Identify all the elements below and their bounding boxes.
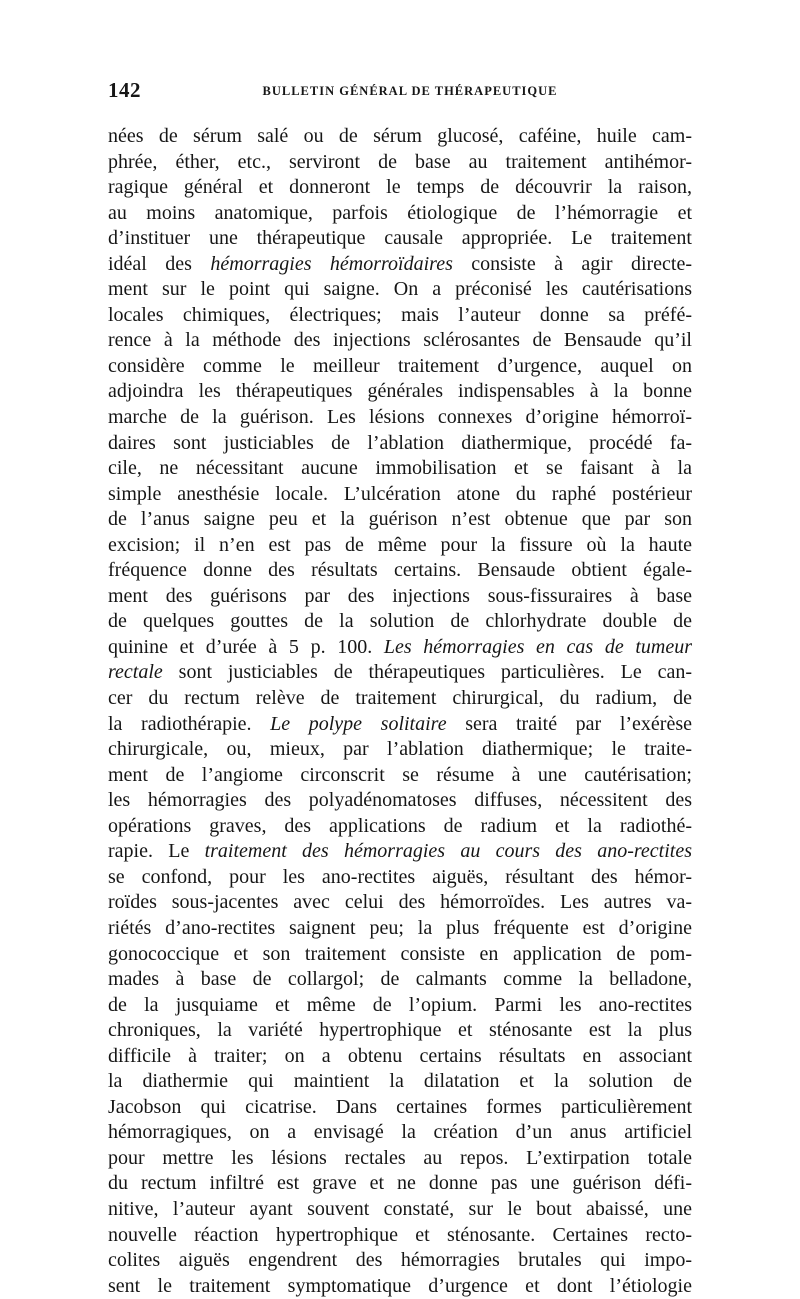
journal-title: BULLETIN GÉNÉRAL DE THÉRAPEUTIQUE: [262, 84, 558, 98]
text-line: [108, 1146, 692, 1172]
text-run: de l’anus saigne peu et la guérison n’est obtenue que par son: [108, 508, 692, 531]
text-run: nées de sérum salé ou de sérum glucosé, caféine, huile cam-: [108, 125, 692, 147]
text-line: [108, 737, 692, 763]
text-run: colites aiguës engendrent des hémorragies brutales qui impo-: [108, 1249, 692, 1272]
text-line: [108, 533, 692, 559]
text-line: [108, 1274, 692, 1299]
text-line: [108, 890, 692, 916]
italic-text: rectale: [108, 661, 163, 684]
text-run: sont justiciables de thérapeutiques particulières. Le can-: [162, 661, 692, 684]
text-run: idéal des: [108, 252, 211, 275]
italic-text: Le polype solitaire: [270, 712, 447, 735]
text-line: [108, 1223, 692, 1249]
text-line: [108, 686, 692, 712]
text-line: [108, 124, 692, 150]
text-run: adjoindra les thérapeutiques générales indispensables à la bonne: [108, 380, 692, 403]
text-line: [108, 431, 692, 457]
text-run: de quelques gouttes de la solution de chlorhydrate double de: [108, 610, 692, 633]
italic-text: Les hémorragies en cas de tumeur: [383, 635, 692, 658]
text-line: [108, 942, 692, 968]
text-run: pour mettre les lésions rectales au repos. L’extirpation totale: [108, 1146, 692, 1169]
text-line: [108, 1018, 692, 1044]
text-run: mades à base de collargol; de calmants comme la belladone,: [108, 968, 692, 991]
text-run: nouvelle réaction hypertrophique et sténosante. Certaines recto-: [108, 1223, 692, 1246]
text-run: de la jusquiame et même de l’opium. Parmi les ano-rectites: [108, 993, 692, 1016]
text-run: gonococcique et son traitement consiste en application de pom-: [108, 942, 692, 965]
text-run: marche de la guérison. Les lésions connexes d’origine hémorroï-: [108, 406, 692, 429]
text-run: la diathermie qui maintient la dilatation et la solution de: [108, 1070, 692, 1093]
text-run: au moins anatomique, parfois étiologique de l’hémorragie et: [108, 201, 692, 224]
text-run: ment sur le point qui saigne. On a préconisé les cautérisations: [108, 278, 692, 301]
running-head: [108, 78, 692, 104]
text-run: riétés d’ano-rectites saignent peu; la plus fréquente est d’origine: [108, 916, 692, 939]
text-run: rapie. Le: [108, 840, 205, 863]
text-line: [108, 507, 692, 533]
text-line: [108, 1095, 692, 1121]
text-run: chroniques, la variété hypertrophique et sténosante est la plus: [108, 1019, 692, 1042]
text-line: [108, 303, 692, 329]
text-run: se confond, pour les ano-rectites aiguës, résultant des hémor-: [108, 865, 692, 888]
text-line: [108, 660, 692, 686]
text-line: [108, 609, 692, 635]
text-run: opérations graves, des applications de radium et la radiothé-: [108, 814, 692, 837]
text-run: du rectum infiltré est grave et ne donne pas une guérison défi-: [108, 1172, 692, 1195]
text-line: [108, 1197, 692, 1223]
text-line: [108, 865, 692, 891]
text-line: [108, 456, 692, 482]
document-page: [108, 78, 692, 1299]
text-run: difficile à traiter; on a obtenu certains résultats en associant: [108, 1044, 692, 1067]
text-line: [108, 763, 692, 789]
text-run: roïdes sous-jacentes avec celui des hémorroïdes. Les autres va-: [108, 891, 692, 914]
text-line: [108, 1248, 692, 1274]
italic-text: hémorragies hémorroïdaires: [210, 252, 453, 275]
text-run: hémorragiques, on a envisagé la création d’un anus artificiel: [108, 1121, 692, 1144]
text-line: [108, 712, 692, 738]
text-line: [108, 150, 692, 176]
text-line: [108, 379, 692, 405]
text-run: d’instituer une thérapeutique causale appropriée. Le traitement: [108, 227, 692, 250]
text-line: [108, 814, 692, 840]
text-line: [108, 1069, 692, 1095]
text-run: phrée, éther, etc., serviront de base au traitement antihémor-: [108, 150, 692, 173]
text-run: ment de l’angiome circonscrit se résume à une cautérisation;: [108, 763, 692, 786]
text-run: cile, ne nécessitant aucune immobilisation et se faisant à la: [108, 457, 692, 480]
text-run: daires sont justiciables de l’ablation diathermique, procédé fa-: [108, 431, 692, 454]
text-line: [108, 226, 692, 252]
text-line: [108, 916, 692, 942]
text-line: [108, 967, 692, 993]
text-run: quinine et d’urée à 5 p. 100.: [108, 635, 384, 658]
text-run: rence à la méthode des injections sclérosantes de Bensaude qu’il: [108, 329, 692, 352]
text-run: la radiothérapie.: [108, 712, 271, 735]
text-run: ragique général et donneront le temps de découvrir la raison,: [108, 176, 692, 199]
text-line: [108, 482, 692, 508]
text-run: fréquence donne des résultats certains. Bensaude obtient égale-: [108, 559, 692, 582]
text-line: [108, 1171, 692, 1197]
text-run: locales chimiques, électriques; mais l’auteur donne sa préfé-: [108, 303, 692, 326]
text-line: [108, 584, 692, 610]
text-run: ment des guérisons par des injections sous-fissuraires à base: [108, 584, 692, 607]
page-number: 142: [108, 78, 141, 102]
text-line: [108, 277, 692, 303]
text-run: consiste à agir directe-: [452, 252, 692, 275]
text-line: [108, 1120, 692, 1146]
text-run: chirurgicale, ou, mieux, par l’ablation diathermique; le traite-: [108, 738, 692, 761]
text-line: [108, 839, 692, 865]
text-run: sera traité par l’exérèse: [446, 712, 692, 735]
text-line: [108, 635, 692, 661]
text-line: [108, 788, 692, 814]
text-run: excision; il n’en est pas de même pour la fissure où la haute: [108, 533, 692, 556]
text-run: nitive, l’auteur ayant souvent constaté, sur le bout abaissé, une: [108, 1197, 692, 1220]
text-run: Jacobson qui cicatrise. Dans certaines formes particulièrement: [108, 1095, 692, 1118]
text-line: [108, 175, 692, 201]
text-line: [108, 993, 692, 1019]
text-line: [108, 201, 692, 227]
text-line: [108, 405, 692, 431]
text-line: [108, 252, 692, 278]
text-run: sent le traitement symptomatique d’urgence et dont l’étiologie: [108, 1274, 692, 1297]
text-run: simple anesthésie locale. L’ulcération atone du raphé postérieur: [108, 482, 692, 505]
text-line: [108, 1044, 692, 1070]
italic-text: traitement des hémorragies au cours des ano-rectites: [204, 840, 692, 863]
text-run: cer du rectum relève de traitement chirurgical, du radium, de: [108, 687, 692, 710]
text-run: les hémorragies des polyadénomatoses diffuses, nécessitent des: [108, 789, 692, 812]
text-line: [108, 328, 692, 354]
text-line: [108, 558, 692, 584]
text-line: [108, 354, 692, 380]
body-text: [108, 124, 692, 1299]
text-run: considère comme le meilleur traitement d’urgence, auquel on: [108, 354, 692, 377]
